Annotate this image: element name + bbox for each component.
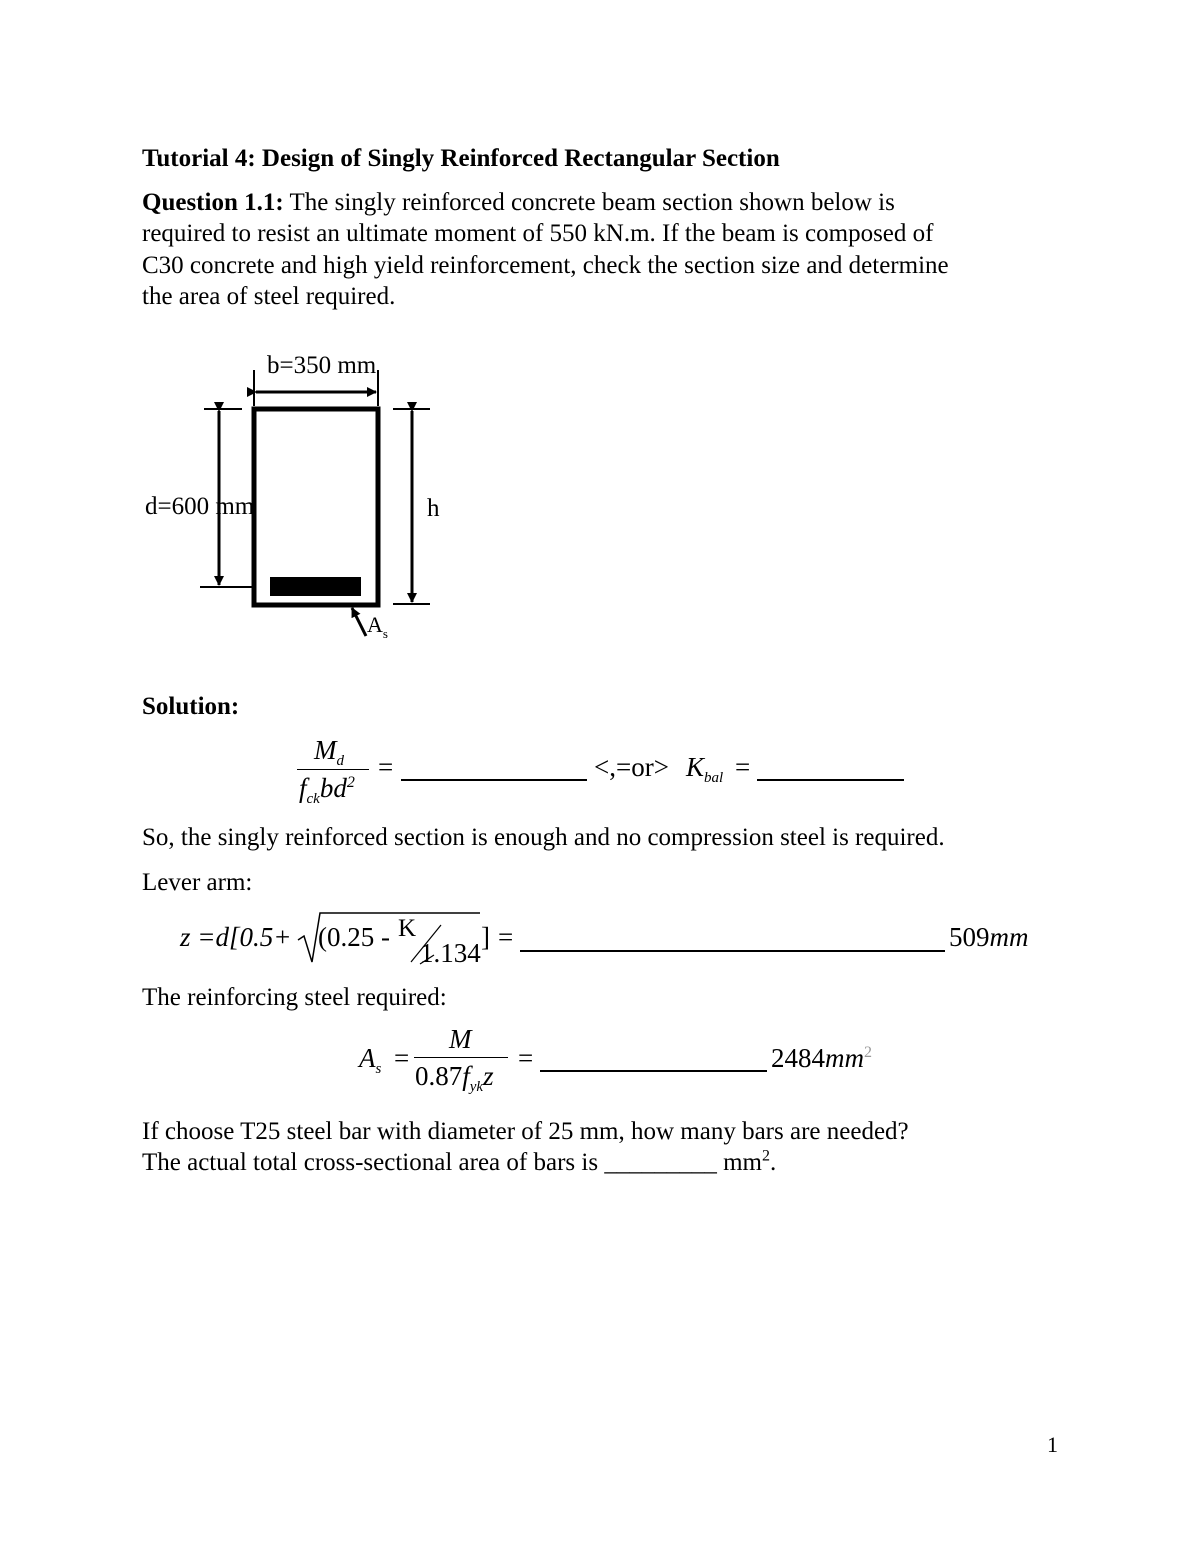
lever-eq-answer bbox=[949, 922, 1029, 953]
bars-area-sup: 2 bbox=[761, 1147, 770, 1165]
steel-eq-lhs bbox=[359, 1043, 382, 1077]
k-bal-equals: = bbox=[735, 752, 751, 782]
lever-eq-inner: (0.25 - bbox=[318, 922, 390, 952]
question-line-3: C30 concrete and high yield reinforcement, check the section size and determine bbox=[142, 252, 949, 279]
lever-answer-unit: mm bbox=[989, 922, 1029, 952]
k-eq-bd-sup: 2 bbox=[346, 774, 355, 791]
steel-eq-087: 0.87 bbox=[415, 1061, 463, 1091]
lever-eq-k: K bbox=[398, 915, 417, 942]
height-label: h bbox=[427, 495, 440, 522]
conclusion-text: So, the singly reinforced section is enough and no compression steel is required. bbox=[142, 824, 945, 851]
question-line-4: the area of steel required. bbox=[142, 283, 396, 310]
lever-eq-close: ] bbox=[481, 922, 490, 952]
steel-eq-f: f bbox=[462, 1061, 470, 1091]
k-eq-m: M bbox=[314, 735, 337, 765]
steel-eq-a-sub: s bbox=[375, 1061, 382, 1077]
steel-area-symbol: A bbox=[367, 612, 383, 637]
steel-eq-fraction-line bbox=[414, 1057, 508, 1058]
bars-area-blank[interactable]: _________ bbox=[604, 1149, 717, 1176]
k-eq-f: f bbox=[299, 773, 307, 803]
steel-heading: The reinforcing steel required: bbox=[142, 984, 447, 1011]
lever-arm-heading: Lever arm: bbox=[142, 869, 253, 896]
steel-eq-answer bbox=[771, 1043, 872, 1074]
k-bal-symbol: K bbox=[686, 752, 705, 782]
question-line-2: required to resist an ultimate moment of 550 kN.m. If the beam is composed of bbox=[142, 220, 934, 247]
bars-area-unit: mm bbox=[723, 1149, 762, 1176]
steel-answer-value: 2484 bbox=[771, 1043, 825, 1073]
k-eq-f-sub: ck bbox=[306, 791, 320, 807]
k-eq-equals: = bbox=[378, 752, 394, 782]
steel-answer-sup: 2 bbox=[864, 1044, 872, 1061]
steel-eq-f-sub: yk bbox=[469, 1079, 484, 1095]
k-eq-m-sub: d bbox=[336, 753, 344, 769]
steel-eq-blank[interactable] bbox=[540, 1070, 767, 1072]
steel-eq-equals-2: = bbox=[518, 1043, 534, 1073]
lever-eq-blank[interactable] bbox=[520, 950, 945, 952]
width-label: b=350 mm bbox=[267, 352, 377, 379]
question-label: Question 1.1: bbox=[142, 189, 284, 216]
question-text-1: The singly reinforced concrete beam section shown below is bbox=[289, 189, 895, 216]
steel-eq-a: A bbox=[359, 1043, 376, 1073]
steel-answer-unit: mm bbox=[825, 1043, 864, 1073]
solution-heading: Solution: bbox=[142, 693, 240, 720]
steel-eq-denominator bbox=[415, 1061, 494, 1095]
bars-area-prefix: The actual total cross-sectional area of bars is bbox=[142, 1149, 599, 1176]
k-eq-bd: bd bbox=[319, 773, 347, 803]
lever-eq-div: 1.134 bbox=[420, 938, 481, 968]
page-number: 1 bbox=[1047, 1432, 1058, 1457]
bars-question: If choose T25 steel bar with diameter of 25 mm, how many bars are needed? bbox=[142, 1118, 909, 1145]
lever-eq-lhs: z =d[0.5+ bbox=[180, 922, 292, 952]
lever-eq-equals: = bbox=[498, 922, 514, 952]
steel-area-subscript: s bbox=[382, 626, 388, 641]
steel-eq-equals-1: = bbox=[394, 1043, 410, 1073]
steel-eq-z: z bbox=[483, 1061, 494, 1091]
bars-area-line bbox=[142, 1148, 776, 1178]
k-bal-subscript: bal bbox=[704, 770, 724, 786]
page-title: Tutorial 4: Design of Singly Reinforced Rectangular Section bbox=[142, 145, 780, 172]
k-eq-relation: <,=or> bbox=[594, 752, 669, 782]
steel-eq-numerator: M bbox=[449, 1024, 472, 1054]
depth-label: d=600 mm bbox=[145, 493, 255, 520]
bars-area-end: . bbox=[769, 1149, 777, 1176]
lever-answer-value: 509 bbox=[949, 922, 990, 952]
